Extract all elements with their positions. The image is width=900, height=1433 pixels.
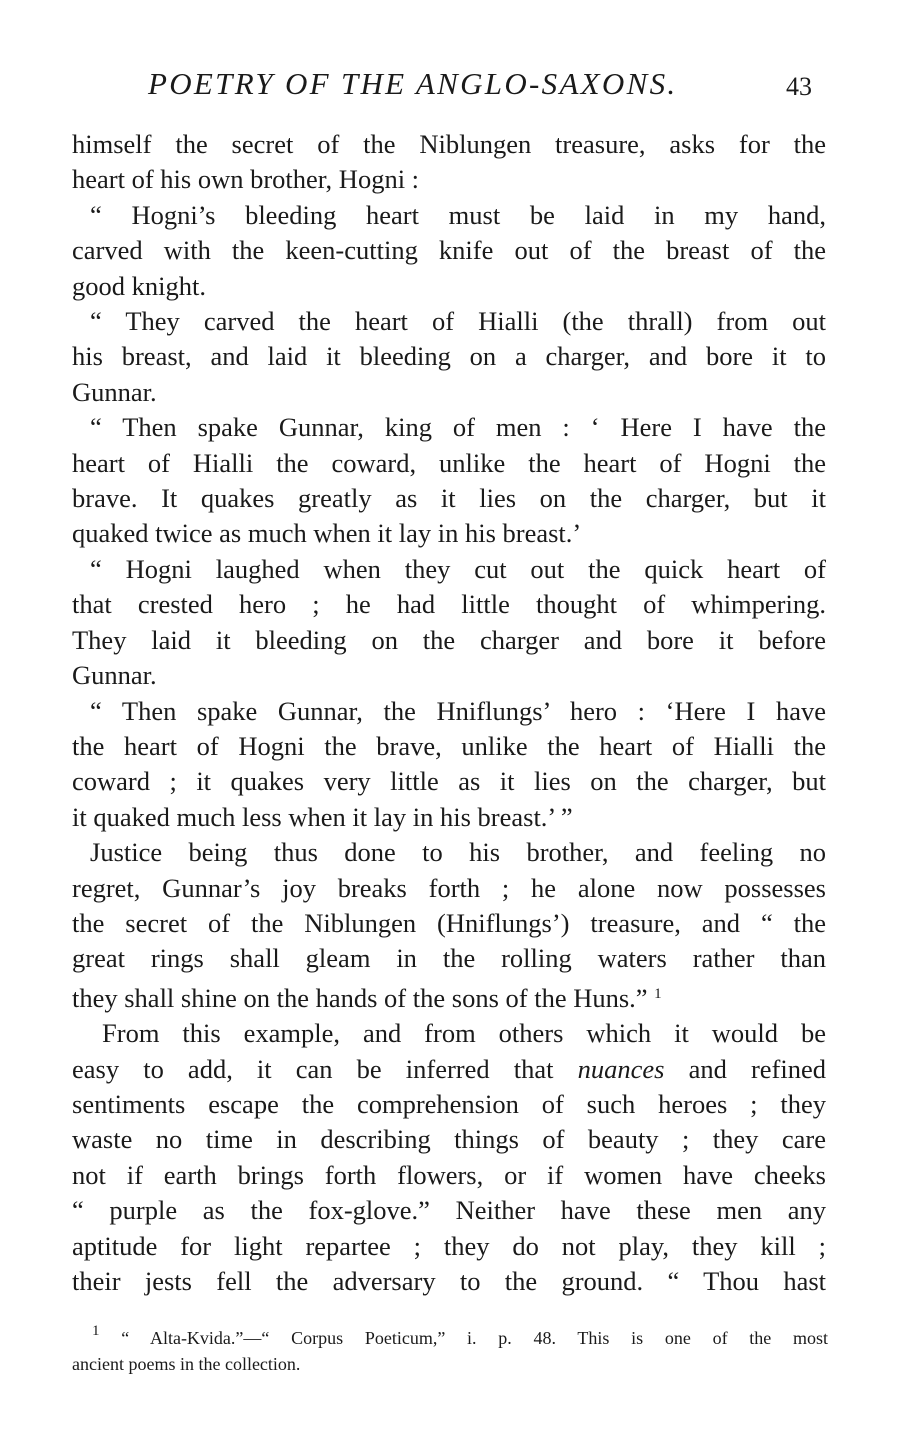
text-line: waste no time in describing things of beauty ; they care [72, 1124, 826, 1155]
text-line: great rings shall gleam in the rolling waters rather than [72, 943, 826, 974]
footnotes [72, 1318, 828, 1377]
text-line: Gunnar. [72, 376, 157, 407]
text-line: “ Then spake Gunnar, king of men : ‘ Here I have the [90, 412, 826, 443]
footnote-reference: 1 [654, 985, 662, 1002]
text-line: their jests fell the adversary to the ground. “ Thou hast [72, 1266, 826, 1296]
text-line: the heart of Hogni the brave, unlike the heart of Hialli the [72, 730, 826, 761]
text-line: regret, Gunnar’s joy breaks forth ; he alone now possesses [72, 872, 826, 903]
text-line: quaked twice as much when it lay in his breast.’ [72, 518, 582, 549]
text-line: Justice being thus done to his brother, and feeling no [90, 837, 826, 868]
text-line: that crested hero ; he had little thought of whimpering. [72, 589, 826, 620]
footnote-marker: 1 [92, 1323, 100, 1339]
footnote-line [72, 1318, 828, 1351]
text-line-start: easy to add, it can be inferred that [72, 1053, 554, 1084]
text-line: his breast, and laid it bleeding on a charger, and bore it to [72, 341, 826, 372]
text-line-content: they shall shine on the hands of the sons of the Huns.” [72, 982, 648, 1013]
running-head [0, 66, 900, 114]
text-line: sentiments escape the comprehension of such heroes ; they [72, 1088, 826, 1119]
text-line: carved with the keen-cutting knife out of the breast of the [72, 235, 826, 266]
emphasis-word: nuances [577, 1053, 665, 1084]
text-line: heart of Hialli the coward, unlike the heart of Hogni the [72, 447, 826, 478]
page-number: 43 [786, 72, 812, 101]
body-text [72, 127, 826, 1299]
text-line: aptitude for light repartee ; they do not play, they kill ; [72, 1230, 826, 1261]
text-line: himself the secret of the Niblungen treasure, asks for the [72, 129, 826, 159]
text-line: From this example, and from others which it would be [102, 1018, 826, 1049]
text-line: Gunnar. [72, 660, 157, 691]
text-line: it quaked much less when it lay in his breast.’ ” [72, 801, 573, 832]
text-line: brave. It quakes greatly as it lies on the charger, but it [72, 483, 826, 514]
text-line: good knight. [72, 270, 206, 301]
text-line: “ Then spake Gunnar, the Hniflungs’ hero : ‘Here I have [90, 695, 826, 726]
text-line: heart of his own brother, Hogni : [72, 164, 420, 195]
text-line: They laid it bleeding on the charger and bore it before [72, 624, 826, 655]
text-line: coward ; it quakes very little as it lies on the charger, but [72, 766, 826, 797]
text-line: “ Hogni laughed when they cut out the quick heart of [90, 553, 826, 584]
text-line [72, 1052, 826, 1087]
running-title: POETRY OF THE ANGLO-SAXONS. [148, 66, 678, 101]
text-line: “ purple as the fox-glove.” Neither have these men any [72, 1195, 826, 1226]
text-line: the secret of the Niblungen (Hniflungs’) treasure, and “ the [72, 907, 826, 938]
text-line-end: and refined [688, 1053, 827, 1084]
footnote-line: ancient poems in the collection. [72, 1354, 301, 1374]
text-line [72, 977, 826, 1016]
text-line: “ They carved the heart of Hialli (the thrall) from out [90, 306, 826, 337]
text-line: “ Hogni’s bleeding heart must be laid in my hand, [90, 199, 826, 230]
text-line: not if earth brings forth flowers, or if women have cheeks [72, 1159, 826, 1190]
footnote-text: “ Alta-Kvida.”—“ Corpus Poeticum,” i. p. 48. This is one of the most [121, 1328, 829, 1348]
